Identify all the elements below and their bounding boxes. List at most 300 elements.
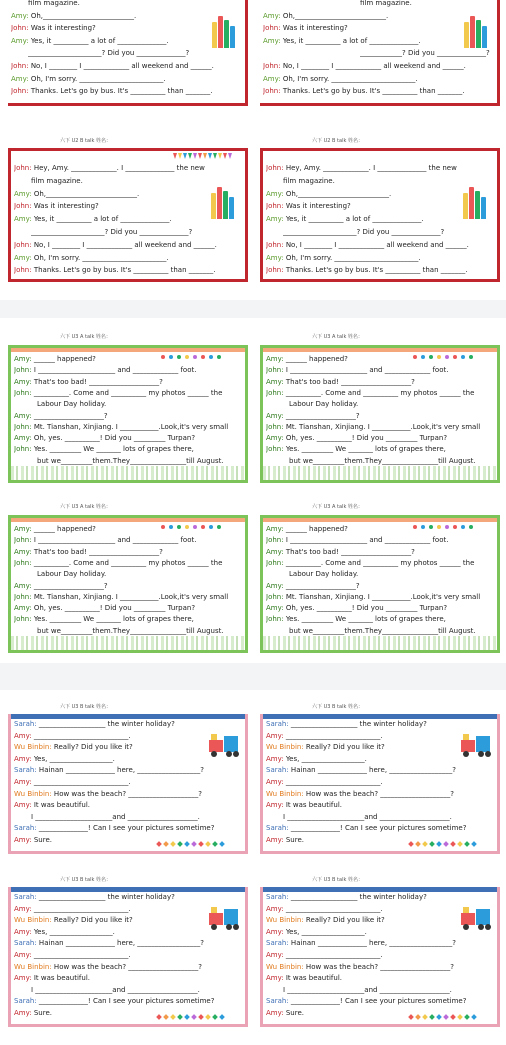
dialogue-text: That's too bad! ____________________? — [31, 377, 163, 386]
speaker-label: Sarah: — [266, 893, 289, 901]
worksheet-header: 六下 U3 A talk 姓名： — [60, 334, 111, 340]
dialogue-line — [14, 524, 242, 535]
dialogue-line — [31, 227, 242, 238]
dialogue-text: Yes. _________ We _______ lots of grapes there, — [283, 445, 446, 454]
speaker-label: Amy: — [14, 525, 32, 533]
dialogue-line — [14, 823, 242, 834]
dialogue-text: Sure. — [283, 836, 304, 844]
dialogue-text: How was the beach? ____________________? — [303, 789, 455, 798]
dialogue-text: ___________________________. — [283, 778, 383, 786]
dialogue-text: Yes. _________ We _______ lots of grapes there, — [283, 615, 446, 624]
dialogue-text: Mt. Tianshan, Xinjiang. I ___________.Look,it's very small — [31, 422, 229, 431]
dialogue-line — [266, 354, 494, 365]
dialogue-line — [266, 962, 494, 973]
worksheet-header: 六下 U2 B talk 姓名： — [312, 138, 363, 144]
speaker-label: John: — [266, 615, 284, 624]
dialogue-text: Oh, yes. __________! Did you _________ Turpan? — [31, 604, 196, 613]
dialogue-line — [266, 581, 494, 592]
dialogue-text: Hainan ______________ here, __________________? — [36, 939, 204, 948]
dialogue-line — [266, 433, 494, 444]
dialogue-text: _____________________? Did you ______________? — [28, 49, 190, 58]
speaker-label: John: — [266, 266, 284, 275]
speaker-label: Amy: — [266, 377, 284, 386]
worksheet-header: 六下 U3 B talk 姓名： — [60, 704, 111, 710]
speaker-label: John: — [14, 202, 32, 211]
dialogue-text: I ______________________ and _____________ foot. — [31, 536, 197, 545]
dialogue-text: _____________________? Did you ______________? — [283, 228, 445, 236]
speaker-label: Amy: — [266, 434, 284, 443]
speaker-label: John: — [14, 445, 32, 454]
dialogue-text: That's too bad! ____________________? — [31, 547, 163, 556]
dialogue-text: Was it interesting? — [283, 202, 351, 211]
dialogue-line — [14, 265, 242, 276]
dialogue-text: Yes, __________________. — [283, 927, 367, 936]
speaker-label: Wu Binbin: — [266, 962, 304, 971]
dialogue-line — [266, 731, 494, 742]
dialogue-line — [360, 0, 494, 9]
dialogue-line — [266, 777, 494, 788]
speaker-label: Amy: — [14, 974, 32, 983]
dialogue-line — [263, 23, 494, 34]
dialogue-line — [31, 176, 242, 187]
dialogue-text: ____________________? — [283, 411, 360, 420]
dialogue-text: but we_________them.They________________till August. — [289, 626, 476, 635]
dialogue-text: Oh,__________________________. — [280, 11, 389, 20]
dialogue-text: Labour Day holiday. — [289, 570, 359, 579]
speaker-label: Amy: — [11, 36, 29, 45]
dialogue-line — [14, 765, 242, 776]
u3a-card-3-left — [8, 345, 248, 483]
speaker-label: John: — [14, 164, 32, 172]
speaker-label: Amy: — [263, 11, 281, 20]
dialogue-line — [289, 569, 494, 580]
dialogue-line — [14, 1008, 242, 1019]
dialogue-line — [266, 558, 494, 569]
dialogue-line — [11, 36, 242, 47]
speaker-label: John: — [263, 24, 281, 33]
dialogue-line — [266, 547, 494, 558]
dialogue-text: No, I ________ I _____________ all weekend and ______. — [280, 62, 466, 70]
speaker-label: Sarah: — [14, 939, 37, 948]
dialogue-text: Hainan ______________ here, __________________? — [36, 766, 204, 775]
worksheet-header: 六下 U3 B talk 姓名： — [312, 877, 363, 883]
dialogue-text: Oh, yes. __________! Did you _________ Turpan? — [283, 434, 448, 443]
speaker-label: Sarah: — [14, 766, 37, 775]
dialogue-line — [266, 973, 494, 984]
speaker-label: John: — [263, 87, 281, 96]
dialogue-line — [11, 61, 242, 72]
dialogue-line — [266, 765, 494, 776]
dialogue-line — [14, 996, 242, 1007]
dialogue-text: ___________________________. — [283, 951, 383, 959]
speaker-label: Amy: — [14, 253, 32, 262]
dialogue-line — [283, 812, 494, 823]
dialogue-line — [14, 377, 242, 388]
u3b-card-5-left — [8, 714, 248, 854]
dialogue-line — [266, 742, 494, 753]
dialogue-text: film magazine. — [360, 0, 412, 7]
dialogue-line — [14, 962, 242, 973]
speaker-label: Wu Binbin: — [14, 916, 52, 925]
dialogue-line — [28, 48, 242, 59]
speaker-label: Amy: — [266, 754, 284, 763]
u3b-card-5-right — [260, 714, 500, 854]
worksheet-header: 六下 U3 B talk 姓名： — [60, 877, 111, 883]
dialogue-text: but we_________them.They________________till August. — [37, 626, 224, 635]
dialogue-line — [266, 365, 494, 376]
speaker-label: John: — [266, 592, 284, 601]
dialogue-line — [14, 558, 242, 569]
speaker-label: Amy: — [263, 36, 281, 45]
dialogue-text: Mt. Tianshan, Xinjiang. I ___________.Look,it's very small — [31, 592, 229, 601]
speaker-label: Wu Binbin: — [266, 916, 304, 925]
dialogue-text: I ______________________ and _____________ foot. — [283, 536, 449, 545]
speaker-label: Amy: — [266, 801, 284, 810]
speaker-label: Amy: — [266, 1009, 284, 1017]
speaker-label: Amy: — [266, 974, 284, 983]
speaker-label: John: — [266, 164, 284, 172]
speaker-label: John: — [14, 592, 32, 601]
speaker-label: Sarah: — [266, 939, 289, 948]
dialogue-text: I ______________________ and _____________ foot. — [31, 366, 197, 375]
dialogue-line — [266, 800, 494, 811]
dialogue-text: Thanks. Let's go by bus. It's __________ than _______. — [31, 266, 216, 275]
dialogue-text: ___________________ the winter holiday? — [36, 893, 175, 901]
dialogue-line — [266, 377, 494, 388]
dialogue-text: Oh, I'm sorry. ________________________. — [280, 74, 418, 83]
dialogue-line — [266, 1008, 494, 1019]
u3b-card-6-left — [8, 887, 248, 1027]
dialogue-text: Thanks. Let's go by bus. It's __________ than _______. — [280, 87, 465, 96]
speaker-label: Amy: — [266, 927, 284, 936]
speaker-label: Amy: — [14, 731, 32, 740]
dialogue-line — [266, 411, 494, 422]
dialogue-text: Was it interesting? — [28, 24, 96, 33]
dialogue-line — [266, 214, 494, 225]
dialogue-text: That's too bad! ____________________? — [283, 547, 415, 556]
dialogue-text: Yes. _________ We _______ lots of grapes there, — [31, 445, 194, 454]
u2-card-1-left — [8, 0, 248, 106]
dialogue-text: __________. Come and __________ my photos ______ the — [283, 558, 475, 567]
speaker-label: Amy: — [14, 215, 32, 224]
dialogue-line — [14, 915, 242, 926]
speaker-label: John: — [11, 24, 29, 33]
plant-border-decoration — [263, 466, 497, 480]
dialogue-line — [14, 892, 242, 903]
speaker-label: John: — [14, 388, 32, 397]
dialogue-text: ______ happened? — [283, 525, 348, 533]
dialogue-text: Really? Did you like it? — [303, 743, 385, 752]
dialogue-text: ____________________? — [283, 581, 360, 590]
dialogue-text: Yes, it __________ a lot of ______________. — [280, 36, 421, 45]
dialogue-line — [14, 547, 242, 558]
dialogue-line — [37, 626, 242, 637]
dialogue-line — [14, 214, 242, 225]
speaker-label: John: — [266, 536, 284, 545]
speaker-label: Amy: — [14, 927, 32, 936]
speaker-label: Amy: — [14, 547, 32, 556]
dialogue-text: ____________________? — [31, 411, 108, 420]
card-top-bar — [11, 518, 245, 522]
worksheet-header: 六下 U2 B talk 姓名： — [60, 138, 111, 144]
dialogue-line — [266, 719, 494, 730]
speaker-label: Amy: — [266, 547, 284, 556]
speaker-label: John: — [14, 536, 32, 545]
dialogue-line — [11, 86, 242, 97]
speaker-label: Wu Binbin: — [14, 743, 52, 752]
speaker-label: Amy: — [266, 778, 284, 786]
speaker-label: Amy: — [14, 801, 32, 810]
dialogue-text: Really? Did you like it? — [303, 916, 385, 925]
dialogue-line — [14, 411, 242, 422]
dialogue-text: _____________________? Did you ______________? — [31, 228, 193, 236]
dialogue-line — [263, 36, 494, 47]
speaker-label: Amy: — [266, 253, 284, 262]
dialogue-text: Oh, I'm sorry. ________________________. — [28, 74, 166, 83]
dialogue-text: Hey, Amy. _____________. I ______________ the new — [31, 164, 205, 172]
speaker-label: Amy: — [266, 951, 284, 959]
speaker-label: Amy: — [14, 836, 32, 844]
speaker-label: Amy: — [14, 904, 32, 913]
dialogue-line — [266, 938, 494, 949]
plant-border-decoration — [263, 636, 497, 650]
dialogue-text: ______ happened? — [31, 355, 96, 363]
speaker-label: John: — [14, 266, 32, 275]
speaker-label: Amy: — [263, 74, 281, 83]
dialogue-line — [266, 915, 494, 926]
dialogue-line — [14, 835, 242, 846]
dialogue-text: Labour Day holiday. — [37, 400, 107, 409]
dialogue-text: __________. Come and __________ my photos ______ the — [283, 388, 475, 397]
dialogue-text: It was beautiful. — [31, 801, 90, 810]
dialogue-text: ___________________________. — [31, 904, 131, 913]
dialogue-text: No, I ________ I _____________ all weekend and ______. — [31, 240, 217, 249]
u3b-card-6-right — [260, 887, 500, 1027]
speaker-label: John: — [266, 558, 284, 567]
dialogue-text: ______________! Can I see your pictures sometime? — [36, 997, 215, 1006]
u2-card-1-right — [260, 0, 500, 106]
dialogue-line — [266, 535, 494, 546]
speaker-label: John: — [266, 366, 284, 375]
dialogue-text: Mt. Tianshan, Xinjiang. I ___________.Look,it's very small — [283, 592, 481, 601]
dialogue-line — [263, 11, 494, 22]
dialogue-text: It was beautiful. — [283, 974, 342, 983]
dialogue-line — [266, 603, 494, 614]
worksheet-header: 六下 U3 B talk 姓名： — [312, 704, 363, 710]
speaker-label: Sarah: — [266, 824, 289, 833]
speaker-label: Amy: — [266, 836, 284, 844]
dialogue-line — [14, 754, 242, 765]
dialogue-line — [266, 754, 494, 765]
dialogue-line — [14, 603, 242, 614]
dialogue-text: Thanks. Let's go by bus. It's __________ than _______. — [283, 266, 468, 275]
dialogue-text: Yes, __________________. — [31, 754, 115, 763]
speaker-label: Sarah: — [266, 997, 289, 1006]
speaker-label: Amy: — [266, 581, 284, 590]
dialogue-text: Mt. Tianshan, Xinjiang. I ___________.Look,it's very small — [283, 422, 481, 431]
worksheet-header: 六下 U3 A talk 姓名： — [312, 334, 363, 340]
dialogue-text: ___________________ the winter holiday? — [36, 720, 175, 728]
speaker-label: Wu Binbin: — [14, 789, 52, 798]
dialogue-line — [14, 742, 242, 753]
dialogue-line — [266, 996, 494, 1007]
speaker-label: Amy: — [14, 377, 32, 386]
u3a-card-4-right — [260, 515, 500, 653]
dialogue-line — [266, 892, 494, 903]
speaker-label: John: — [11, 87, 29, 96]
dialogue-text: Yes, it __________ a lot of ______________. — [283, 215, 424, 224]
dialogue-text: I ______________________ and _____________ foot. — [283, 366, 449, 375]
speaker-label: Amy: — [14, 951, 32, 959]
dialogue-line — [14, 950, 242, 961]
dialogue-text: Yes, __________________. — [283, 754, 367, 763]
dialogue-line — [266, 950, 494, 961]
card-top-bar — [263, 348, 497, 352]
dialogue-text: __________. Come and __________ my photos ______ the — [31, 558, 223, 567]
speaker-label: John: — [14, 615, 32, 624]
dialogue-line — [14, 800, 242, 811]
dialogue-text: ______________! Can I see your pictures sometime? — [288, 824, 467, 833]
dialogue-text: Oh, I'm sorry. ________________________. — [283, 253, 421, 262]
dialogue-text: Really? Did you like it? — [51, 916, 133, 925]
speaker-label: Amy: — [14, 189, 32, 198]
dialogue-line — [37, 399, 242, 410]
dialogue-line — [266, 904, 494, 915]
dialogue-line — [14, 927, 242, 938]
dialogue-line — [31, 985, 242, 996]
dialogue-line — [14, 592, 242, 603]
plant-border-decoration — [11, 466, 245, 480]
dialogue-line — [14, 433, 242, 444]
dialogue-text: ___________________ the winter holiday? — [288, 720, 427, 728]
dialogue-text: Oh, yes. __________! Did you _________ Turpan? — [31, 434, 196, 443]
speaker-label: Amy: — [266, 215, 284, 224]
dialogue-line — [14, 973, 242, 984]
dialogue-line — [14, 581, 242, 592]
speaker-label: Sarah: — [266, 720, 289, 728]
dialogue-line — [266, 614, 494, 625]
dialogue-line — [14, 422, 242, 433]
dialogue-text: but we_________them.They________________till August. — [37, 456, 224, 465]
dialogue-line — [11, 23, 242, 34]
dialogue-text: film magazine. — [31, 176, 83, 185]
speaker-label: Amy: — [266, 355, 284, 363]
dialogue-line — [14, 388, 242, 399]
dialogue-text: Hainan ______________ here, __________________? — [288, 766, 456, 775]
dialogue-text: ___________________________. — [31, 778, 131, 786]
speaker-label: Amy: — [266, 731, 284, 740]
speaker-label: John: — [266, 202, 284, 211]
dialogue-line — [266, 253, 494, 264]
dialogue-text: Labour Day holiday. — [289, 400, 359, 409]
speaker-label: John: — [266, 445, 284, 454]
speaker-label: Amy: — [11, 74, 29, 83]
dialogue-text: Oh, I'm sorry. ________________________. — [31, 253, 169, 262]
dialogue-line — [266, 592, 494, 603]
speaker-label: John: — [11, 62, 29, 70]
dialogue-text: ______________! Can I see your pictures sometime? — [288, 997, 467, 1006]
speaker-label: Amy: — [11, 11, 29, 20]
speaker-label: John: — [14, 558, 32, 567]
u3a-card-4-left — [8, 515, 248, 653]
dialogue-line — [14, 365, 242, 376]
dialogue-line — [14, 777, 242, 788]
dialogue-text: ______ happened? — [31, 525, 96, 533]
dialogue-text: but we_________them.They________________till August. — [289, 456, 476, 465]
dialogue-line — [14, 163, 242, 174]
speaker-label: Wu Binbin: — [266, 789, 304, 798]
dialogue-line — [37, 569, 242, 580]
dialogue-text: How was the beach? ____________________? — [303, 962, 455, 971]
dialogue-line — [266, 422, 494, 433]
dialogue-text: Yes, __________________. — [31, 927, 115, 936]
dialogue-line — [266, 524, 494, 535]
dialogue-line — [266, 835, 494, 846]
dialogue-text: How was the beach? ____________________? — [51, 789, 203, 798]
speaker-label: Amy: — [14, 434, 32, 443]
dialogue-text: Yes. _________ We _______ lots of grapes there, — [31, 615, 194, 624]
speaker-label: Amy: — [266, 604, 284, 613]
dialogue-text: Hainan ______________ here, __________________? — [288, 939, 456, 948]
dialogue-text: ______________! Can I see your pictures sometime? — [36, 824, 215, 833]
dialogue-text: Hey, Amy. _____________. I ______________ the new — [283, 164, 457, 172]
dialogue-line — [266, 163, 494, 174]
speaker-label: Amy: — [266, 904, 284, 913]
dialogue-line — [283, 176, 494, 187]
dialogue-line — [360, 48, 494, 59]
speaker-label: Sarah: — [14, 720, 37, 728]
speaker-label: Amy: — [14, 581, 32, 590]
dialogue-text: ___________________________. — [283, 904, 383, 913]
dialogue-line — [263, 61, 494, 72]
dialogue-line — [14, 444, 242, 455]
dialogue-line — [266, 265, 494, 276]
dialogue-text: That's too bad! ____________________? — [283, 377, 415, 386]
dialogue-text: I ______________________and ____________________. — [283, 985, 452, 994]
dialogue-text: film magazine. — [283, 176, 335, 185]
dialogue-text: Sure. — [283, 1009, 304, 1017]
dialogue-text: Oh, yes. __________! Did you _________ Turpan? — [283, 604, 448, 613]
dialogue-line — [37, 456, 242, 467]
dialogue-line — [289, 456, 494, 467]
dialogue-line — [266, 823, 494, 834]
dialogue-text: Was it interesting? — [31, 202, 99, 211]
dialogue-line — [266, 240, 494, 251]
card-top-bar — [11, 348, 245, 352]
speaker-label: John: — [14, 240, 32, 249]
dialogue-line — [283, 227, 494, 238]
u2-card-2-left — [8, 148, 248, 282]
dialogue-line — [266, 789, 494, 800]
dialogue-line — [31, 812, 242, 823]
dialogue-line — [263, 74, 494, 85]
dialogue-line — [283, 985, 494, 996]
plant-border-decoration — [11, 636, 245, 650]
speaker-label: Amy: — [266, 411, 284, 420]
speaker-label: Wu Binbin: — [266, 743, 304, 752]
worksheet-header: 六下 U3 A talk 姓名： — [60, 504, 111, 510]
dialogue-text: I ______________________and ____________________. — [283, 812, 452, 821]
dialogue-line — [14, 354, 242, 365]
speaker-label: Amy: — [14, 604, 32, 613]
dialogue-text: ____________? Did you ______________? — [360, 49, 490, 58]
speaker-label: Sarah: — [14, 997, 37, 1006]
dialogue-line — [11, 74, 242, 85]
dialogue-text: ___________________ the winter holiday? — [288, 893, 427, 901]
dialogue-text: Sure. — [31, 836, 52, 844]
dialogue-line — [14, 614, 242, 625]
dialogue-line — [266, 189, 494, 200]
